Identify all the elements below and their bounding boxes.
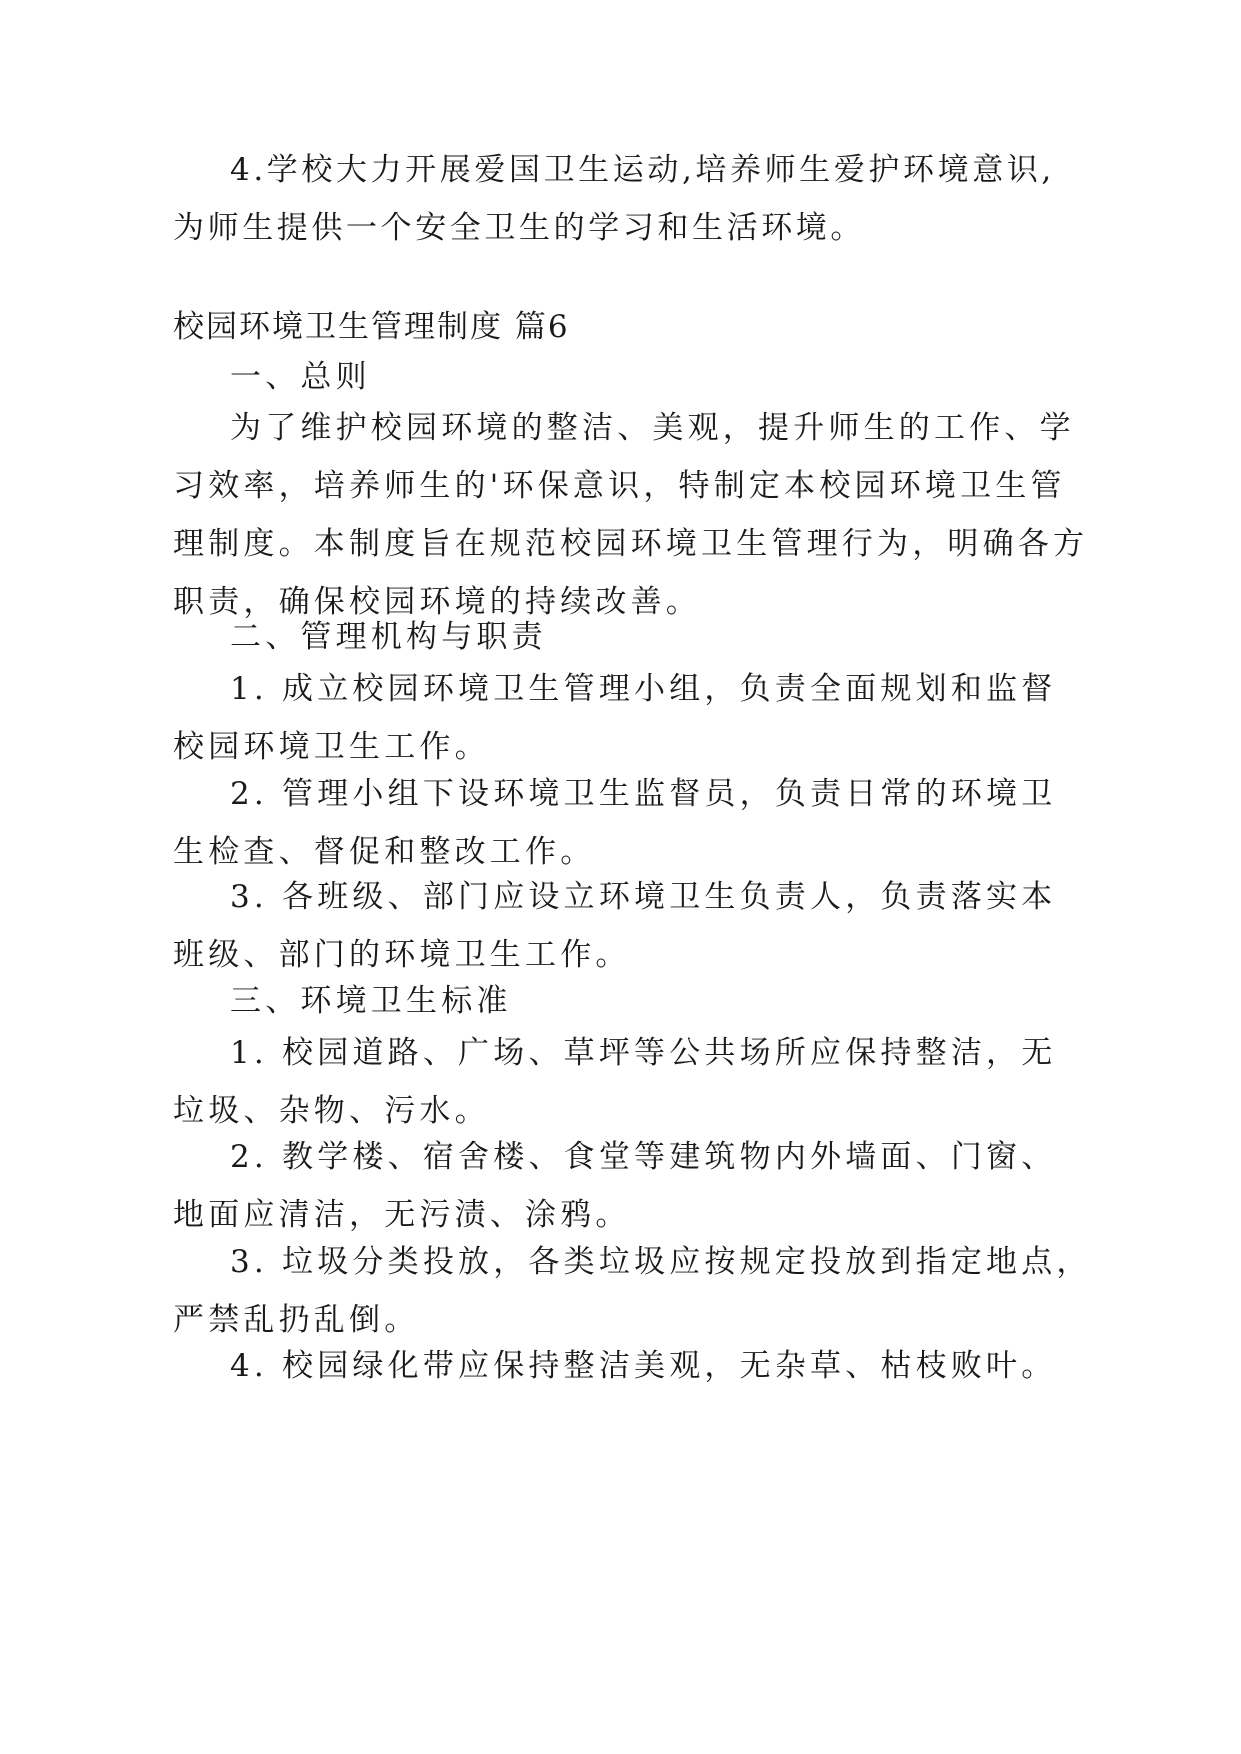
text-line: 地面应清洁，无污渍、涂鸦。	[173, 1197, 631, 1233]
text-line: 垃圾、杂物、污水。	[173, 1093, 490, 1129]
std-item-2	[173, 1128, 1056, 1244]
text-line: 严禁乱扔乱倒。	[173, 1302, 420, 1338]
std-item-1	[173, 1024, 1056, 1140]
std-item-4	[173, 1337, 1056, 1395]
org-item-3	[173, 868, 1056, 984]
text-line: 习效率，培养师生的'环保意识，特制定本校园环境卫生管	[173, 468, 1066, 504]
text-line: 1. 校园道路、广场、草坪等公共场所应保持整洁，无	[230, 1035, 1057, 1071]
text-line: 4.学校大力开展爱国卫生运动,培养师生爱护环境意识,	[230, 152, 1055, 188]
heading-org: 二、管理机构与职责	[230, 619, 547, 655]
text-line: 为了维护校园环境的整洁、美观，提升师生的工作、学	[230, 410, 1075, 446]
general-paragraph	[173, 399, 1088, 631]
text-line: 3. 各班级、部门应设立环境卫生负责人，负责落实本	[230, 879, 1057, 915]
text-line: 为师生提供一个安全卫生的学习和生活环境。	[173, 210, 865, 246]
std-item-3	[173, 1233, 1092, 1349]
text-line: 校园环境卫生工作。	[173, 729, 490, 765]
text-line: 班级、部门的环境卫生工作。	[173, 937, 631, 973]
heading-general: 一、总则	[230, 359, 371, 395]
text-line: 1. 成立校园环境卫生管理小组，负责全面规划和监督	[230, 671, 1057, 707]
text-line: 2. 管理小组下设环境卫生监督员，负责日常的环境卫	[230, 776, 1057, 812]
intro-paragraph	[173, 141, 1055, 257]
section-title: 校园环境卫生管理制度 篇6	[173, 309, 570, 345]
heading-standards: 三、环境卫生标准	[230, 983, 512, 1019]
text-line: 生检查、督促和整改工作。	[173, 834, 596, 870]
org-item-1	[173, 660, 1056, 776]
org-item-2	[173, 765, 1056, 881]
text-line: 3. 垃圾分类投放，各类垃圾应按规定投放到指定地点，	[230, 1244, 1092, 1280]
text-line: 理制度。本制度旨在规范校园环境卫生管理行为，明确各方	[173, 526, 1089, 562]
text-line: 职责，确保校园环境的持续改善。	[173, 584, 701, 620]
text-line: 2. 教学楼、宿舍楼、食堂等建筑物内外墙面、门窗、	[230, 1139, 1057, 1175]
text-line: 4. 校园绿化带应保持整洁美观，无杂草、枯枝败叶。	[230, 1348, 1057, 1384]
